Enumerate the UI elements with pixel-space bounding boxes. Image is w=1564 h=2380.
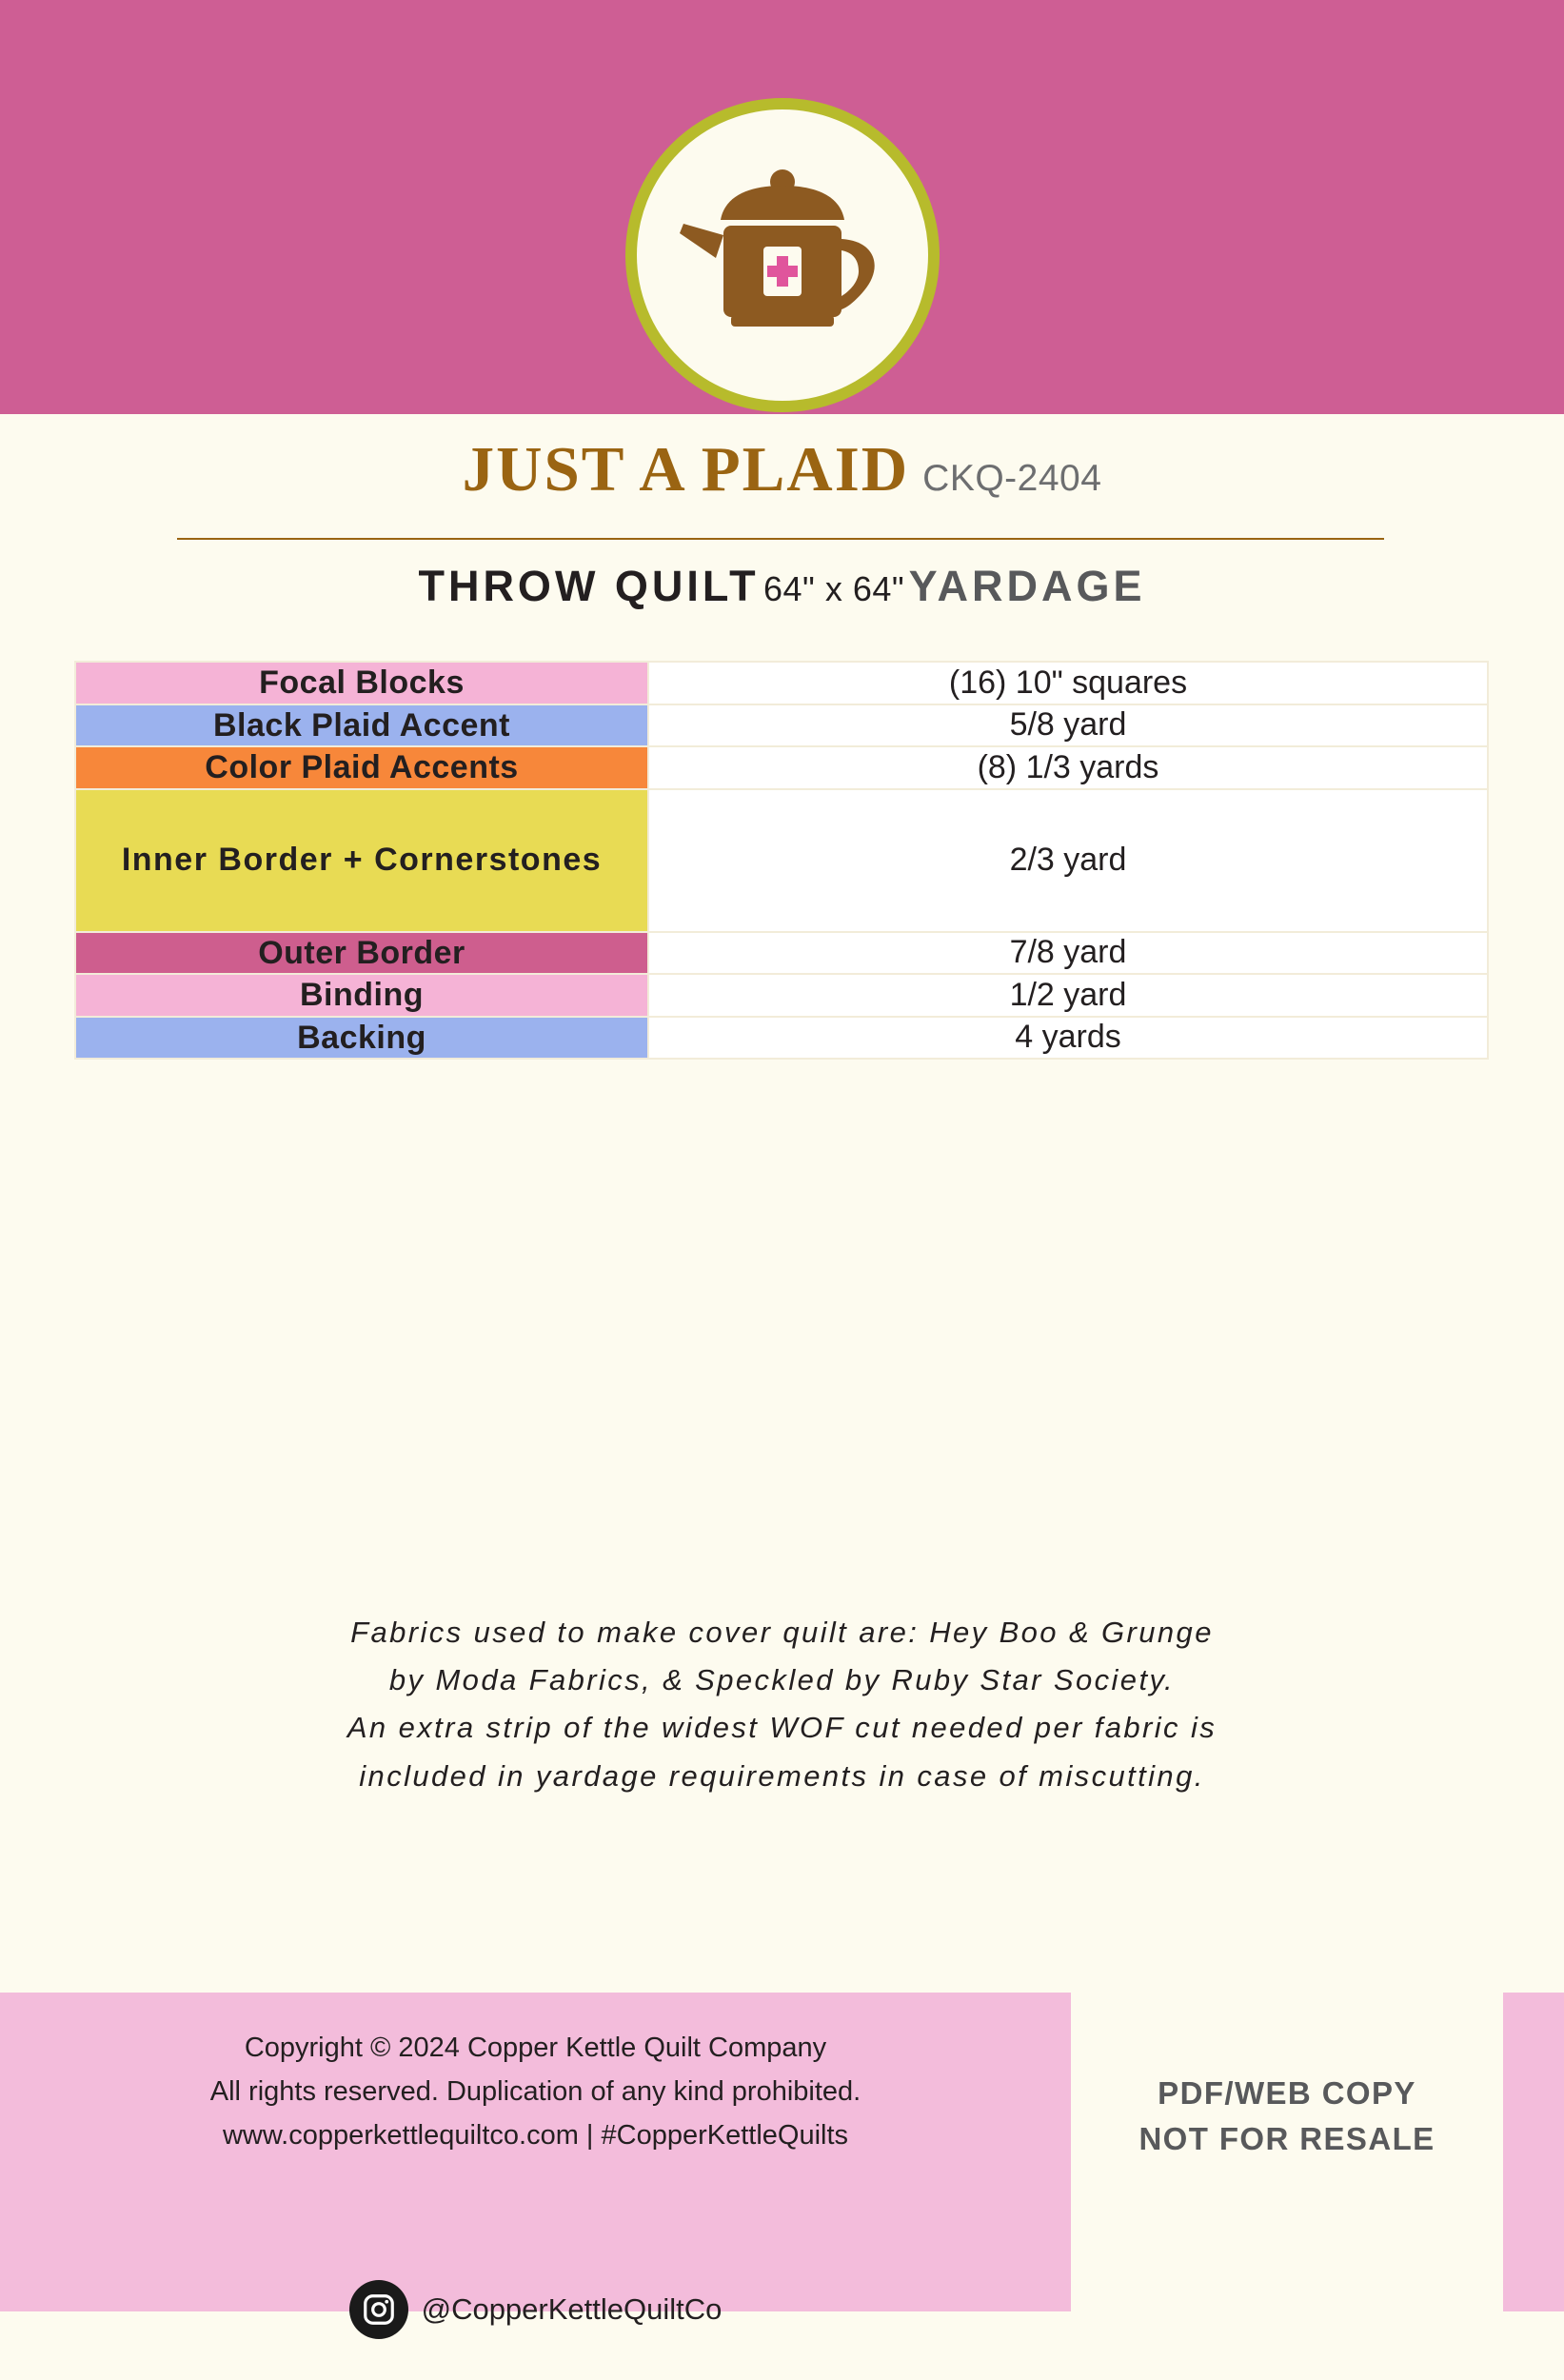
instagram-row[interactable]	[0, 2280, 1071, 2339]
fabric-notes	[0, 1609, 1564, 1800]
table-row	[75, 1017, 1488, 1060]
copyright-line-1: Copyright © 2024 Copper Kettle Quilt Company	[244, 2033, 827, 2063]
teapot-logo-icon	[668, 165, 897, 346]
footer-edge-band	[1503, 1993, 1564, 2311]
yardage-table	[74, 661, 1489, 1060]
quilt-dimensions: 64" x 64"	[763, 569, 905, 608]
logo-inner-circle	[639, 111, 926, 399]
note-line-2: by Moda Fabrics, & Speckled by Ruby Star Society.	[388, 1663, 1176, 1697]
page-title	[0, 433, 1564, 506]
fabric-label: Focal Blocks	[75, 662, 648, 704]
table-row	[75, 932, 1488, 975]
table-row	[75, 974, 1488, 1017]
table-row	[75, 662, 1488, 704]
copyright-block	[0, 2027, 1071, 2157]
table-row	[75, 746, 1488, 789]
resale-line-2: NOT FOR RESALE	[1138, 2120, 1435, 2156]
fabric-label: Backing	[75, 1017, 648, 1060]
note-line-1: Fabrics used to make cover quilt are: Hey Boo & Grunge	[350, 1616, 1214, 1649]
brand-logo	[625, 98, 940, 412]
table-row	[75, 704, 1488, 747]
fabric-label: Binding	[75, 974, 648, 1017]
fabric-label: Inner Border + Cornerstones	[75, 789, 648, 932]
title-divider	[177, 538, 1384, 540]
fabric-amount: 2/3 yard	[648, 789, 1488, 932]
fabric-label: Black Plaid Accent	[75, 704, 648, 747]
resale-notice	[1071, 2071, 1503, 2162]
table-row	[75, 789, 1488, 932]
fabric-amount: (16) 10" squares	[648, 662, 1488, 704]
quilt-size-label: THROW QUILT	[418, 562, 760, 610]
fabric-label: Color Plaid Accents	[75, 746, 648, 789]
fabric-amount: (8) 1/3 yards	[648, 746, 1488, 789]
fabric-amount: 7/8 yard	[648, 932, 1488, 975]
pattern-code: CKQ-2404	[922, 458, 1102, 499]
fabric-label: Outer Border	[75, 932, 648, 975]
copyright-line-3[interactable]: www.copperkettlequiltco.com | #CopperKettleQuilts	[222, 2119, 849, 2151]
yardage-label: YARDAGE	[908, 562, 1146, 610]
note-line-3: An extra strip of the widest WOF cut needed per fabric is	[346, 1711, 1218, 1745]
instagram-icon[interactable]	[349, 2280, 408, 2339]
note-line-4: included in yardage requirements in case of miscutting.	[359, 1758, 1205, 1793]
fabric-amount: 1/2 yard	[648, 974, 1488, 1017]
footer-copyright-band	[0, 1993, 1071, 2311]
fabric-amount: 5/8 yard	[648, 704, 1488, 747]
instagram-handle[interactable]: @CopperKettleQuiltCo	[421, 2292, 723, 2326]
subtitle	[0, 562, 1564, 611]
header-band	[0, 0, 1564, 414]
resale-line-1: PDF/WEB COPY	[1158, 2075, 1416, 2111]
fabric-amount: 4 yards	[648, 1017, 1488, 1060]
copyright-line-2: All rights reserved. Duplication of any kind prohibited.	[209, 2075, 861, 2107]
pattern-name: JUST A PLAID	[462, 434, 910, 505]
